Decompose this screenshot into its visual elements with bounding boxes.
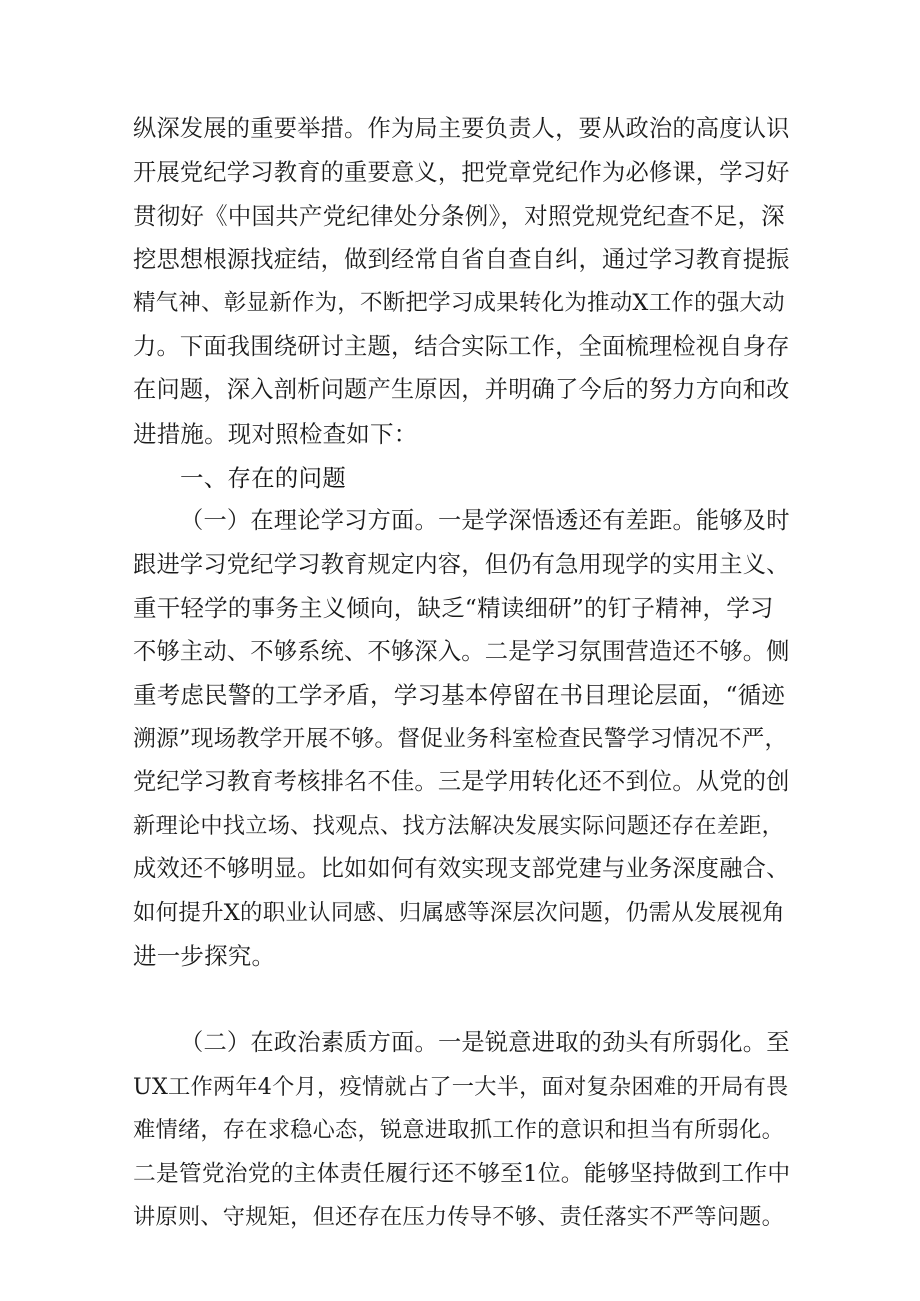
intro-line-5: 精气神、彰显新作为，不断把学习成果转化为推动X工作的强大动 [133,290,785,316]
intro-line-7: 在问题，深入剖析问题产生原因，并明确了今后的努力方向和改 [133,376,790,403]
section1-line-1: （一）在理论学习方面。一是学深悟透还有差距。能够及时 [180,507,790,534]
section1-line-6: 溯源”现场教学开展不够。督促业务科室检查民警学习情况不严， [133,726,788,752]
section1-line-11: 进一步探究。 [133,942,276,970]
section2-line-1: （二）在政治素质方面。一是锐意进取的劲头有所弱化。至 [180,1029,790,1056]
section1-line-7: 党纪学习教育考核排名不佳。三是学用转化还不到位。从党的创 [133,768,790,795]
section2-line-2: UX工作两年4个月，疫情就占了一大半，面对复杂困难的开局有畏 [133,1074,789,1100]
section1-line-5: 重考虑民警的工学矛盾，学习基本停留在书目理论层面，“循迹 [133,681,786,709]
intro-line-8: 进措施。现对照检查如下： [133,420,418,448]
section1-line-8: 新理论中找立场、找观点、找方法解决发展实际问题还存在差距， [133,813,785,839]
section1-line-4: 不够主动、不够系统、不够深入。二是学习氛围营造还不够。侧 [133,638,790,665]
intro-line-1: 纵深发展的重要举措。作为局主要负责人，要从政治的高度认识 [133,115,790,142]
section1-line-9: 成效还不够明显。比如如何有效实现支部党建与业务深度融合、 [133,855,790,882]
section1-line-10: 如何提升X的职业认同感、归属感等深层次问题，仍需从发展视角 [133,900,785,926]
section-heading: 一、存在的问题 [180,464,346,492]
intro-line-3: 贯彻好《中国共产党纪律处分条例》，对照党规党纪查不足，深 [133,202,785,230]
section2-line-5: 讲原则、守规矩，但还存在压力传导不够、责任落实不严等问题。 [133,1204,785,1230]
section1-line-3: 重干轻学的事务主义倾向，缺乏“精读细研”的钉子精神，学习 [133,594,774,622]
section2-line-3: 难情绪，存在求稳心态，锐意进取抓工作的意识和担当有所弱化。 [133,1117,785,1143]
section1-line-2: 跟进学习党纪学习教育规定内容，但仍有急用现学的实用主义、 [133,551,790,578]
intro-line-6: 力。下面我围绕研讨主题，结合实际工作，全面梳理检视自身存 [133,333,790,360]
intro-line-4: 挖思想根源找症结，做到经常自省自查自纠，通过学习教育提振 [133,246,790,273]
section2-line-4: 二是管党治党的主体责任履行还不够至1位。能够坚持做到工作中 [133,1161,791,1187]
intro-line-2: 开展党纪学习教育的重要意义，把党章党纪作为必修课，学习好 [133,159,790,186]
